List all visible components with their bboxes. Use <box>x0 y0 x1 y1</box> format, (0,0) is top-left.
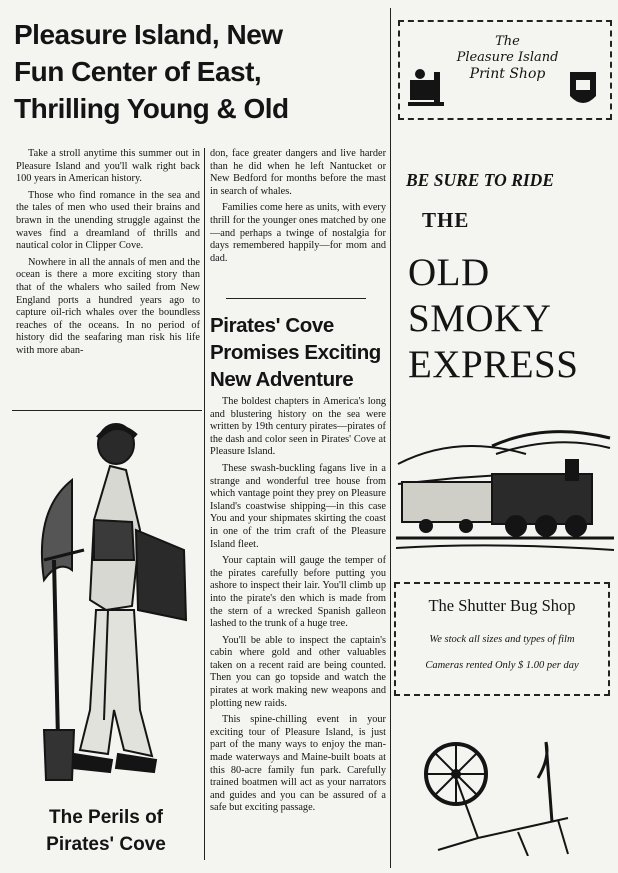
article-paragraph: don, face greater dangers and live harder than he did when he left Nantucket or New Bedford for months before the mast in search of whales. <box>210 148 386 197</box>
shutter-rental-line: Cameras rented Only $ 1.00 per day <box>425 660 579 671</box>
illustration-caption <box>14 804 198 858</box>
pirate-illustration <box>14 410 198 802</box>
print-shop-line-2: Pleasure Island <box>456 50 559 65</box>
article-paragraph: Take a stroll anytime this summer out in Pleasure Island and you'll walk right back 100 years in American history. <box>16 148 200 185</box>
crest-icon <box>566 68 600 112</box>
article-paragraph: Nowhere in all the annals of men and the ocean is there a more exciting story than that of the whalers who sailed from New England ports a hundred years ago to capture oil-rich whales over the boundless reaches of the oceans. In no period of history did the seafaring man risk his life with more aban- <box>16 256 200 356</box>
caption-line-1: The Perils of <box>48 807 164 828</box>
article-column-1 <box>16 148 200 362</box>
article-paragraph: These swash-buckling fagans live in a strange and wonderful tree house from which vantage point they prey on Pleasure Island's coastwise shipping—in this case You and your shipmates skirting the coast in one of the trim craft of the Pleasure Island fleet. <box>210 462 386 550</box>
pirates-headline <box>210 312 388 393</box>
article-paragraph: The boldest chapters in America's long and blustering history on the sea were written by 19th century pirates—pirates of the dash and color seen in Pirates' Cove at Pleasure Island. <box>210 396 386 458</box>
print-shop-line-1: The <box>495 34 520 49</box>
shutter-bug-ad <box>394 582 610 696</box>
shutter-shop-title: The Shutter Bug Shop <box>428 596 576 615</box>
spinning-wheel-illustration <box>418 738 578 856</box>
ride-the-text: THE <box>422 208 470 232</box>
pirates-headline-line-1: Pirates' Cove <box>210 314 334 337</box>
print-shop-ad <box>398 20 612 120</box>
shutter-film-line: We stock all sizes and types of film <box>429 634 575 645</box>
pirates-article-body <box>210 396 386 819</box>
headline-line-3: Thrilling Young & Old <box>14 93 289 124</box>
article-paragraph: This spine-chilling event in your exciting tour of Pleasure Island, is just part of the many ways to enjoy the man-made waterways and Maine-built boats at this 80-acre family fun park. Carefully trained boatmen will act as your narrators and guides and you can be assured of a safe but exciting passage. <box>210 714 386 814</box>
ride-lead-text: BE SURE TO RIDE <box>406 170 554 190</box>
article-paragraph: Those who find romance in the sea and the tales of men who used their brains and brawn in the unending struggle against the waves find a dreamland of thrills and nautical color in Clipper Cove. <box>16 189 200 252</box>
article-paragraph: Your captain will gauge the temper of the pirates carefully before putting you ashore to inspect their lair. You'll climb up into the pirate's den which is made from the stern of a wrecked Spanish galleon lashed to the trunk of a huge tree. <box>210 555 386 630</box>
train-name-line-3: EXPRESS <box>408 343 579 386</box>
column-rule <box>204 148 205 860</box>
print-shop-line-3: Print Shop <box>469 66 546 82</box>
pirates-headline-line-2: Promises Exciting <box>210 341 381 364</box>
article-column-2 <box>210 148 386 269</box>
headline-line-2: Fun Center of East, <box>14 56 262 87</box>
pirates-headline-line-3: New Adventure <box>210 368 354 391</box>
headline-line-1: Pleasure Island, New <box>14 19 283 50</box>
printing-press-icon <box>406 66 448 110</box>
article-paragraph: You'll be able to inspect the captain's cabin where gold and other valuables taken on a recent raid are being counted. Then you can go topside and watch the pirates at work making new weapons and plotting new raids. <box>210 634 386 709</box>
main-headline <box>14 16 384 127</box>
train-name-line-2: SMOKY <box>408 297 552 340</box>
train-name-line-1: OLD <box>408 251 490 294</box>
steam-train-illustration <box>396 424 614 558</box>
caption-line-2: Pirates' Cove <box>46 834 166 855</box>
train-name <box>408 250 618 388</box>
page-rule <box>390 8 391 868</box>
print-shop-title <box>440 34 575 83</box>
article-paragraph: Families come here as units, with every thrill for the younger ones matched by one—and perhaps a twinge of nostalgia for days remembered happily—for mom and dad. <box>210 202 386 264</box>
section-divider <box>226 298 366 299</box>
